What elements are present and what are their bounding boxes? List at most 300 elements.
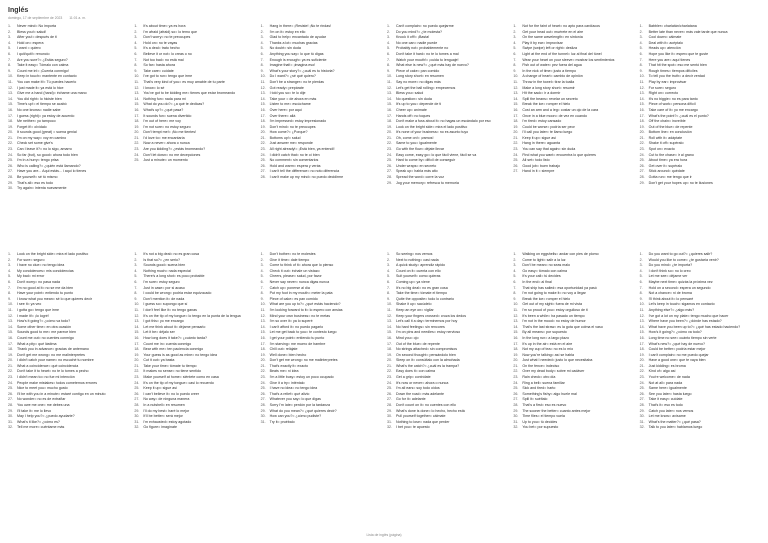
phrase-number: 3. <box>134 263 138 268</box>
phrase-text: Cut it out= ya basta <box>143 358 175 363</box>
phrase-number: 4. <box>134 268 138 273</box>
phrase-text: Cheers, please= salud, por favor <box>269 274 322 279</box>
phrase-number: 20. <box>134 358 140 363</box>
phrase-text: Don't take it to heart= no te lo tomes a pecho <box>17 369 89 374</box>
phrase-text: Spot on= exacto <box>648 147 675 152</box>
phrase-number: 8. <box>260 63 264 68</box>
phrase-number: 17. <box>513 341 519 346</box>
phrase-number: 15. <box>8 102 13 107</box>
phrase-text: I bet you= te apuesto <box>396 425 430 430</box>
phrase-number: 26. <box>260 163 266 168</box>
phrase-text: Let me think about it= déjame pensarlo <box>143 324 206 329</box>
phrase-number: 18. <box>134 119 140 124</box>
phrase-number: 20. <box>134 130 140 135</box>
phrase-number: 4. <box>260 40 264 45</box>
phrase-number: 5. <box>8 46 11 51</box>
phrase-column <box>261 24 381 244</box>
phrase-text: Give it a try= inténtalo <box>269 380 305 385</box>
phrase-text: Are you kidding?= ¿estás bromeando? <box>143 147 206 152</box>
phrase-item <box>134 425 254 431</box>
phrase-text: Count me in!= ¡Cuenta conmigo! <box>17 68 69 73</box>
phrase-text: So seeing= nos vemos <box>396 252 433 256</box>
phrase-text: I'll take it= me lo llevo <box>17 408 52 413</box>
phrase-text: It'll be better= será mejor <box>143 414 183 419</box>
phrase-text: It's no biggie= no es para tanto <box>648 96 698 101</box>
phrase-number: 12. <box>134 313 140 318</box>
phrase-number: 25. <box>260 158 266 163</box>
phrase-text: Do you mind?= ¿te molesta? <box>396 29 443 34</box>
phrase-text: Coming up= ya viene <box>396 279 430 284</box>
phrase-number: 16. <box>513 335 519 340</box>
phrase-text: That's exactly it= exacto <box>269 363 308 368</box>
phrase-text: Quite the opposite= todo lo contrario <box>396 296 455 301</box>
phrase-text: In the end= al final <box>522 279 552 284</box>
phrase-text: Don't bother= no te molestes <box>269 252 316 256</box>
phrase-text: Well done= bien hecho <box>269 352 307 357</box>
phrase-number: 7. <box>134 285 138 290</box>
phrase-text: I'm on my way= voy en camino <box>17 135 67 140</box>
phrase-number: 14. <box>134 324 140 329</box>
phrase-text: What's the point?= ¿cuál es el punto? <box>648 113 709 118</box>
phrase-text: Don't make a fuss about it= no hagas un escándalo por eso <box>396 119 491 124</box>
phrase-number: 25. <box>639 158 645 163</box>
phrase-number: 12. <box>639 85 645 90</box>
phrase-number: 6. <box>260 279 264 284</box>
phrase-number: 20. <box>639 130 645 135</box>
phrase-text: It's your call= tú decides <box>522 274 561 279</box>
phrase-number: 19. <box>513 352 519 357</box>
phrase-number: 4. <box>513 40 517 45</box>
phrase-number: 13. <box>260 319 266 324</box>
phrase-text: Would you like to come= ¿te gustaría venir? <box>648 257 719 262</box>
phrase-text: Spill the beans= revelar un secreto <box>522 96 578 101</box>
phrase-number: 27. <box>8 397 13 402</box>
phrase-text: My bad= mi error <box>17 274 45 279</box>
phrase-text: Find what you want= encuentra lo que quieres <box>522 152 596 157</box>
phrase-text: It's up in the air= está en el aire <box>522 341 573 346</box>
phrase-text: You can say that again= sin duda <box>522 147 576 152</box>
phrase-item <box>387 425 507 431</box>
phrase-text: I can't tell the difference= no noto diferencia <box>269 169 340 174</box>
phrase-number: 16. <box>134 335 140 340</box>
phrase-text: Let me get back to you= te contesto luego <box>269 330 337 335</box>
phrase-text: Go for it= adelante <box>396 397 426 402</box>
phrase-number: 23. <box>260 147 266 152</box>
phrase-item <box>640 181 760 187</box>
phrase-number: 7. <box>8 285 11 290</box>
phrase-text: Let's call it a day= terminemos por hoy <box>396 319 458 324</box>
phrase-text: Better late than never= más vale tarde que nunca <box>648 29 728 34</box>
phrase-number: 6. <box>513 51 517 56</box>
phrase-number: 25. <box>8 158 13 163</box>
phrase-text: I have no clue= no tengo idea <box>17 263 65 268</box>
phrase-item <box>134 158 254 164</box>
phrase-text: It's been a while= ha pasado un tiempo <box>522 313 585 318</box>
phrase-text: Sorry I'm late= perdón por la tardanza <box>269 403 330 408</box>
phrase-number: 1. <box>8 24 11 28</box>
phrase-number: 21. <box>8 363 13 368</box>
phrase-number: 4. <box>8 268 11 273</box>
phrase-number: 18. <box>387 347 392 352</box>
phrase-number: 10. <box>134 74 140 79</box>
phrase-text: Say no more= no digas más <box>396 79 441 84</box>
phrase-number: 2. <box>639 29 643 34</box>
phrase-number: 26. <box>260 391 266 396</box>
phrase-text: Sleep on it= consúltalo con la almohada <box>396 358 460 363</box>
phrase-number: 19. <box>8 124 13 129</box>
phrase-text: I'm in a hurry= tengo prisa <box>17 158 59 163</box>
phrase-number: 27. <box>387 169 392 174</box>
phrase-text: Look on the bright side= mira el lado positivo <box>396 124 468 129</box>
phrase-number: 26. <box>513 391 519 396</box>
phrase-number: 8. <box>134 63 138 68</box>
phrase-text: Go with the flow= déjate llevar <box>396 147 445 152</box>
phrase-text: I don't feel like it= no tengo ganas <box>143 307 197 312</box>
phrase-text: Watch your mouth!= ¡cuida tu lenguaje! <box>396 57 459 62</box>
phrase-number: 20. <box>639 358 645 363</box>
phrase-number: 23. <box>134 375 140 380</box>
phrase-number: 19. <box>387 124 392 129</box>
phrase-number: 19. <box>260 124 266 129</box>
phrase-number: 2. <box>513 29 517 34</box>
phrase-number: 4. <box>387 268 390 273</box>
phrase-text: Just a minute= un momento <box>143 158 188 163</box>
phrase-number: 15. <box>134 330 140 335</box>
phrase-number: 25. <box>513 158 519 163</box>
phrase-text: Long story short= en resumen <box>396 74 444 79</box>
phrase-text: Me neither= yo tampoco <box>17 119 56 124</box>
phrase-text: People make mistakes= todos cometemos errores <box>17 380 97 385</box>
phrase-text: Nice to meet you= mucho gusto <box>17 386 68 391</box>
phrase-text: I can't believe it= no lo puedo creer <box>143 391 200 396</box>
phrase-number: 5. <box>8 274 11 279</box>
phrase-number: 8. <box>639 291 643 296</box>
phrase-text: Off the chain= increíble <box>648 119 686 124</box>
phrase-text: I'm no good at it= no se me da bien <box>17 285 74 290</box>
phrase-number: 19. <box>639 352 645 357</box>
phrase-text: Enough is enough= ya es suficiente <box>269 57 327 62</box>
phrase-text: Good job= buen trabajo <box>522 163 560 168</box>
phrase-text: Maybe next time= quizás la próxima vez <box>648 279 713 284</box>
phrase-text: Have your point= entiendo tu punto <box>17 291 74 296</box>
phrase-number: 16. <box>513 107 519 112</box>
phrase-text: There's a long shot= es poco probable <box>143 274 205 279</box>
phrase-text: What's the catch?= ¿cuál es la trampa? <box>396 363 460 368</box>
phrase-number: 15. <box>260 102 266 107</box>
phrase-text: I'm afraid (afraid) so= lo temo que <box>143 29 198 34</box>
phrase-text: All set= todo listo <box>522 158 550 163</box>
phrase-text: What's it like?= ¿cómo es? <box>17 419 60 424</box>
phrase-number: 11. <box>513 79 519 84</box>
phrase-text: Take it easy= Tómalo con calma <box>17 63 69 68</box>
phrase-number: 6. <box>260 51 264 56</box>
phrase-text: I've got to run= tengo que irme <box>143 74 193 79</box>
phrase-text: Kind of= algo así <box>648 369 676 374</box>
phrase-text: Thanks a lot= muchas gracias <box>269 40 318 45</box>
phrase-text: Listen to me= escúchame <box>269 102 311 107</box>
phrase-text: Check it out= échale un vistazo <box>269 268 320 273</box>
phrase-number: 3. <box>8 35 11 40</box>
phrase-number: 12. <box>8 85 13 90</box>
phrase-number: 14. <box>8 96 13 101</box>
phrase-text: I didn't catch your name= no escuché tu nombre <box>17 358 94 363</box>
phrase-number: 3. <box>387 35 390 40</box>
phrase-item <box>8 425 128 431</box>
phrase-text: I just made it= ya está lo hice <box>17 85 64 90</box>
phrase-text: You owe me one= me debes una <box>17 403 70 408</box>
phrase-number: 8. <box>260 291 264 296</box>
phrase-text: Bottom line= en conclusión <box>648 130 692 135</box>
phrase-text: A quick study= aprendiz rápido <box>396 263 446 268</box>
phrase-text: Not for the faint of heart= no apto para cardíacos <box>522 24 600 28</box>
phrase-number: 8. <box>134 291 138 296</box>
phrase-text: Spread the word= corre la voz <box>396 175 445 180</box>
phrase-number: 23. <box>8 375 13 380</box>
phrase-number: 29. <box>8 180 13 185</box>
phrase-text: Suit yourself= como quieras <box>396 274 441 279</box>
phrase-number: 7. <box>8 57 11 62</box>
phrase-text: What are you up to?= ¿qué estás haciendo? <box>269 302 341 307</box>
phrase-text: Now you're talking= así se habla <box>522 352 575 357</box>
phrase-number: 16. <box>387 107 392 112</box>
phrase-text: Down the road= más adelante <box>396 391 445 396</box>
phrase-number: 3. <box>134 35 138 40</box>
phrase-text: Put my foot in my mouth= meter la pata <box>269 291 333 296</box>
phrase-number: 2. <box>387 257 390 262</box>
phrase-number: 31. <box>8 419 13 424</box>
phrase-text: Rain check= otro día <box>522 375 556 380</box>
phrase-number: 4. <box>260 268 264 273</box>
phrase-number: 22. <box>8 141 13 146</box>
phrase-text: Some other time= en otra ocasión <box>17 324 72 329</box>
phrase-number: 6. <box>387 51 390 56</box>
phrase-text: Deal with it= acéptalo <box>648 40 683 45</box>
phrase-number: 11. <box>513 307 519 312</box>
phrase-number: 6. <box>134 51 138 56</box>
phrase-text: I'm not in the mood= no estoy de humor <box>522 319 586 324</box>
phrase-number: 15. <box>639 102 645 107</box>
phrase-text: Count on it= cuenta con ello <box>396 268 441 273</box>
phrase-number: 30. <box>260 414 266 419</box>
phrase-text: What else is new?= ¿qué más hay de nuevo? <box>396 63 469 68</box>
phrase-text: Let's keep in touch= sigamos en contacto <box>648 302 715 307</box>
phrase-text: I'm on it= estoy en ello <box>269 29 306 34</box>
phrase-number: 29. <box>134 408 140 413</box>
phrase-text: What's your story?= ¿cuál es tu historia? <box>269 68 335 73</box>
phrase-number: 14. <box>513 324 519 329</box>
phrase-number: 9. <box>513 296 517 301</box>
phrase-text: I have no idea= no tengo idea <box>269 386 318 391</box>
phrase-text: Sounds good= suena bien <box>143 263 186 268</box>
phrase-text: Don't mention it= de nada <box>143 296 185 301</box>
phrase-text: I know what you mean= sé lo que quieres decir <box>17 296 93 301</box>
phrase-number: 28. <box>513 403 519 408</box>
phrase-item <box>640 425 760 431</box>
phrase-number: 13. <box>8 319 13 324</box>
phrase-number: 15. <box>134 102 140 107</box>
phrase-text: Hold and warm= espera y verás <box>269 163 321 168</box>
phrase-text: It's on the tip of my tongue= casi lo recuerdo <box>143 380 214 385</box>
phrase-text: Right on= correcto <box>648 91 679 96</box>
phrase-text: Time's up!= el tiempo se acabó <box>17 102 67 107</box>
phrase-text: It's a deal= trato hecho <box>143 46 180 51</box>
phrase-text: What do you mean?= ¿qué quieres decir? <box>269 408 337 413</box>
phrase-number: 31. <box>513 419 519 424</box>
phrase-text: Heads up= atención <box>648 46 681 51</box>
phrase-text: I made it!= ¡lo logré! <box>17 313 49 318</box>
phrase-text: Take care of it= yo me encargo <box>648 107 698 112</box>
phrase-text: Take it easy= cuídate <box>648 397 683 402</box>
phrase-text: I guess so= supongo que sí <box>143 302 188 307</box>
phrase-number: 4. <box>513 268 517 273</box>
phrase-number: 32. <box>134 425 140 430</box>
phrase-number: 24. <box>639 380 645 385</box>
phrase-number: 20. <box>260 358 266 363</box>
phrase-text: Cheer up= anímate <box>396 107 427 112</box>
phrase-text: What a pity= qué lástima <box>17 341 57 346</box>
phrase-text: I can't make up my mind= no puedo decidirme <box>269 175 344 180</box>
phrase-text: Give me a hand (hand)= échame una mano <box>17 91 87 96</box>
phrase-number: 22. <box>513 141 519 146</box>
phrase-text: Have a good one= que te vaya bien <box>648 358 706 363</box>
phrase-number: 9. <box>134 296 138 301</box>
phrase-number: 6. <box>639 51 643 56</box>
phrase-text: I got this= yo me encargo <box>143 319 184 324</box>
phrase-number: 23. <box>513 375 519 380</box>
phrase-text: What's up?= ¿qué pasa? <box>143 107 184 112</box>
phrase-text: It's about time= ya es hora <box>143 24 186 28</box>
phrase-number: 12. <box>134 85 140 90</box>
phrase-text: Never mind= No importa <box>17 24 57 28</box>
phrase-text: Gotta run= me tengo que ir <box>648 175 692 180</box>
phrase-number: 19. <box>387 352 392 357</box>
phrase-number: 28. <box>639 175 645 180</box>
phrase-text: Over my dead body= sobre mi cadáver <box>522 369 585 374</box>
phrase-text: It's now or never= ahora o nunca <box>396 380 449 385</box>
phrase-number: 2. <box>639 257 643 262</box>
phrase-text: Cut to the chase= ir al grano <box>648 152 694 157</box>
phrase-number: 24. <box>134 152 140 157</box>
phrase-number: 15. <box>260 330 266 335</box>
phrase-text: Be yourself= sé tú mismo <box>17 175 58 180</box>
phrase-text: Anything else?= ¿algo más? <box>648 307 695 312</box>
phrase-text: Don't worry= no te preocupes <box>143 35 191 40</box>
phrase-number: 10. <box>513 302 519 307</box>
phrase-number: 3. <box>260 35 264 40</box>
phrase-text: Oh, come on!= ¡vamos! <box>396 135 434 140</box>
phrase-text: Cost an arm and a leg= costar un ojo de la cara <box>522 107 599 112</box>
phrase-text: Keep it up= sigue así <box>143 386 177 391</box>
phrase-number: 30. <box>387 414 392 419</box>
phrase-column <box>640 24 760 244</box>
phrase-text: The sooner the better= cuanto antes mejor <box>522 408 591 413</box>
phrase-text: Just kidding= es broma <box>648 363 686 368</box>
phrase-number: 23. <box>134 147 140 152</box>
phrase-number: 14. <box>260 96 266 101</box>
phrase-number: 10. <box>134 302 140 307</box>
phrase-number: 29. <box>639 180 645 185</box>
phrase-text: Keep it up= sigue así <box>522 135 556 140</box>
phrase-text: Talk to you later= hablamos luego <box>648 425 703 430</box>
phrase-text: I'm looking forward to it= lo espero con ansias <box>269 307 343 312</box>
phrase-text: All right already!= ¡Está bien, ya entendí! <box>269 147 335 152</box>
phrase-text: Shake it up= sacúdelo <box>396 302 432 307</box>
phrase-number: 29. <box>387 180 392 185</box>
phrase-text: Believe it or not= lo creas o no <box>143 51 192 56</box>
phrase-text: That's very kind of you= es muy amable de tu parte <box>143 79 225 84</box>
phrase-number: 5. <box>387 274 390 279</box>
phrase-text: Don't let down= no me decepciones <box>143 152 201 157</box>
phrase-text: Play by ear= improvisar <box>648 79 687 84</box>
phrase-number: 1. <box>387 24 390 28</box>
phrase-text: Nothing to lose= nada que perder <box>396 419 450 424</box>
phrase-text: I'm sure= estoy seguro <box>143 279 180 284</box>
phrase-number: 11. <box>387 307 392 312</box>
phrase-number: 7. <box>639 285 643 290</box>
phrase-text: Take your time= tómate tu tiempo <box>143 363 197 368</box>
phrase-text: Don't get me wrong= no me malinterpretes <box>269 358 338 363</box>
phrase-text: That hit the spot= eso me sentó bien <box>648 63 707 68</box>
phrase-text: Do I want?= ¿sé qué quiero? <box>269 74 316 79</box>
phrase-text: Don't count on it= no cuentes con ello <box>396 403 456 408</box>
phrase-number: 3. <box>513 263 517 268</box>
phrase-number: 3. <box>8 263 11 268</box>
phrase-text: What's the matter?= ¿qué pasa? <box>648 419 701 424</box>
phrase-text: Try it= pruébalo <box>269 419 295 424</box>
phrase-number: 13. <box>639 319 645 324</box>
phrase-number: 5. <box>260 274 264 279</box>
phrase-number: 21. <box>134 135 140 140</box>
phrase-number: 25. <box>134 158 140 163</box>
phrase-item <box>8 186 128 192</box>
phrase-number: 1. <box>513 252 517 256</box>
phrase-text: Can I leave it?= no lo sigo, amarro <box>17 147 72 152</box>
phrase-text: That's a first= eso es nuevo <box>522 403 567 408</box>
phrase-number: 2. <box>8 257 11 262</box>
phrase-text: I gotta go= tengo que irme <box>17 307 60 312</box>
phrase-text: Break the ice= romper el hielo <box>522 102 571 107</box>
phrase-number: 4. <box>387 40 390 45</box>
phrase-text: Not at all= para nada <box>648 380 683 385</box>
phrase-text: I'm out of here= me voy <box>143 119 181 124</box>
phrase-number: 18. <box>134 347 140 352</box>
phrase-number: 5. <box>134 274 138 279</box>
phrase-item <box>387 181 507 187</box>
phrase-number: 22. <box>134 369 140 374</box>
phrase-number: 1. <box>639 24 643 28</box>
phrase-number: 18. <box>639 119 645 124</box>
phrase-text: It sounds fun= suena divertido <box>143 113 192 118</box>
phrase-number: 17. <box>639 113 645 118</box>
phrase-number: 15. <box>387 102 392 107</box>
phrase-number: 2. <box>260 257 264 262</box>
phrase-number: 5. <box>260 46 264 51</box>
phrase-number: 25. <box>8 386 13 391</box>
phrase-number: 22. <box>260 141 266 146</box>
phrase-text: Same here= igualmente <box>648 386 687 391</box>
phrase-text: No hard feelings= sin rencores <box>396 324 445 329</box>
phrase-number: 16. <box>260 107 266 112</box>
phrase-number: 28. <box>8 175 13 180</box>
phrase-column <box>513 24 633 244</box>
phrase-text: You did right= lo hiciste bien <box>17 96 62 101</box>
phrase-text: Knock it off!= ¡Basta! <box>396 35 430 40</box>
phrase-number: 12. <box>8 313 13 318</box>
phrase-number: 19. <box>134 124 140 129</box>
phrase-number: 20. <box>387 130 392 135</box>
phrase-number: 9. <box>8 296 11 301</box>
phrase-text: Hang in there= aguanta <box>522 141 560 146</box>
